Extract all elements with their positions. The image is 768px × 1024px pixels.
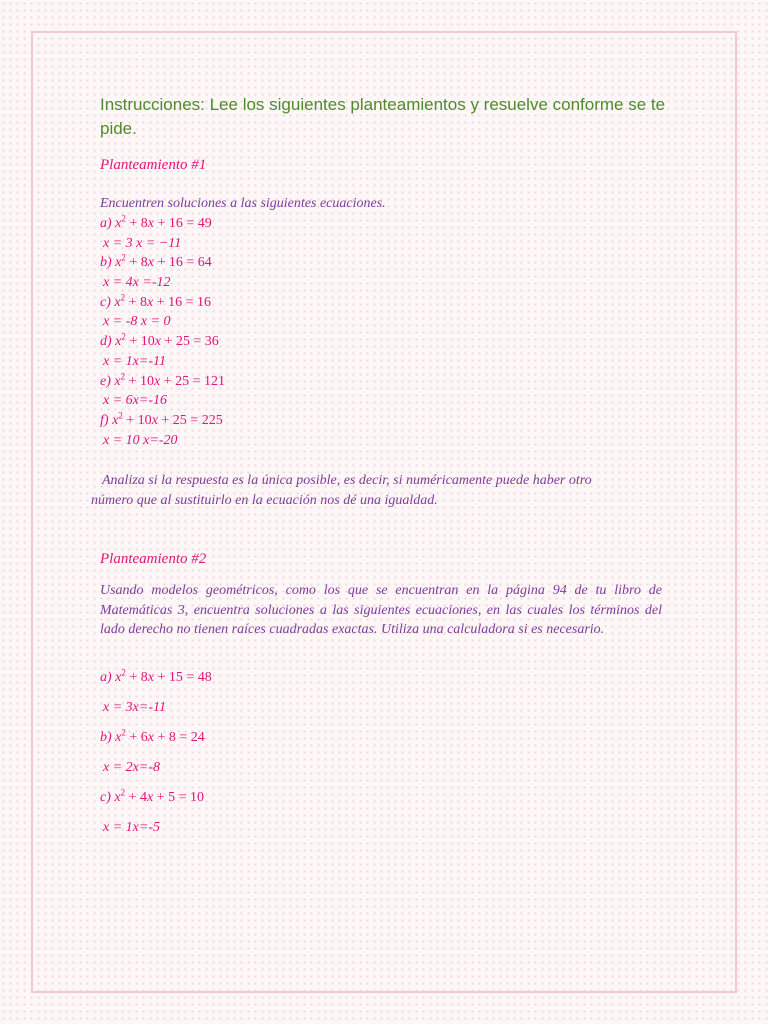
equation-label: a) [100,216,116,231]
equation: $x^2 + 8x + 16 = 49$ [115,213,212,231]
answer: x = 3x=-11 [103,700,166,715]
equation-label: b) [100,255,116,271]
answer: x = 1x=-5 [103,820,160,835]
equation-line [100,292,212,311]
equation: $x^2 + 8x + 16 = 16$ [114,292,212,310]
answer: x = 3 x = −11 [103,235,182,251]
equation-label: b) [100,730,116,745]
section-1-intro: Encuentren soluciones a las siguientes ecuaciones. [100,196,386,211]
equation-line [100,667,212,686]
equation: $x^2 + 8x + 15 = 48$ [115,667,212,685]
equation-line [100,787,205,806]
equation-line [100,331,219,350]
equation-label: f) [100,413,113,428]
equation-line [100,727,205,746]
answer: x = -8 x = 0 [103,314,171,330]
section-2-heading: Planteamiento #2 [100,551,207,567]
equation-label: c) [100,294,115,310]
equation-line [100,370,226,390]
section-1-heading: Planteamiento #1 [100,157,207,173]
answer: x = 6x=-16 [103,393,167,409]
analysis-line-2: número que al sustituirlo en la ecuación nos dé una igualdad. [91,493,438,508]
equation-label: c) [100,790,115,805]
equation-label: a) [100,670,116,685]
equation: $x^2 + 8x + 16 = 64$ [115,252,212,271]
equation: $x^2 + 6x + 8 = 24$ [115,727,205,745]
equation: $x^2 + 10x + 25 = 121$ [114,370,226,389]
equation-line [100,410,223,429]
answer: x = 10 x=-20 [103,432,178,448]
instructions-line-2: pide. [100,119,137,138]
equation-line [100,252,212,271]
instructions-line-1: Instrucciones: Lee los siguientes planteamientos y resuelve conforme se te [100,95,666,114]
answer: x = 1x=-11 [103,353,166,369]
section-2-paragraph: Usando modelos geométricos, como los que se encuentran en la página 94 de tu libro de Matemáticas 3, encuentra soluciones a las siguientes ecuaciones, en las cuales los términos del lado derecho no tienen raíces cuadradas exactas. Utiliza una calculadora si es necesario. [100,583,662,637]
equation: $x^2 + 10x + 25 = 36$ [115,331,219,350]
equation: $x^2 + 10x + 25 = 225$ [112,410,223,428]
answer: x = 4x =-12 [103,275,171,290]
analysis-line-1: Analiza si la respuesta es la única posible, es decir, si numéricamente puede haber otro [102,473,592,488]
equation-line [100,213,212,232]
equation: $x^2 + 4x + 5 = 10$ [114,787,205,805]
answer: x = 2x=-8 [103,760,160,775]
equation-label: e) [100,373,115,389]
equation-label: d) [100,334,116,350]
